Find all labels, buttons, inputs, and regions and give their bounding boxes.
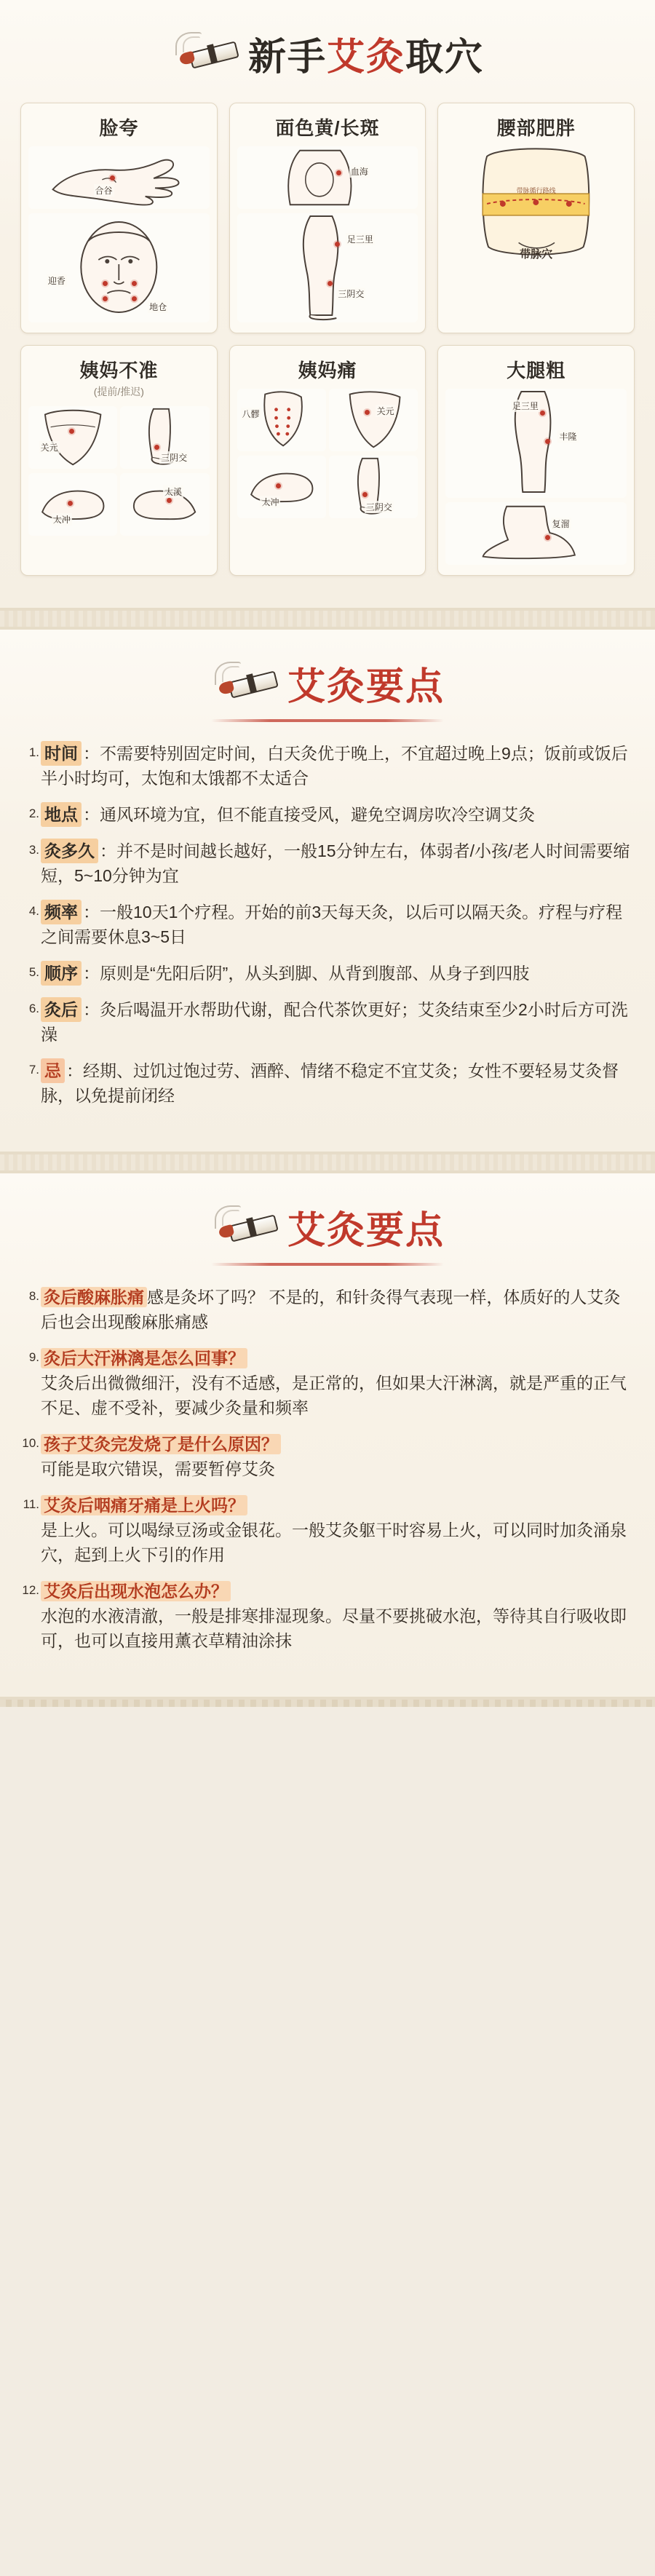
item-number: 3. (28, 843, 39, 857)
faq-answer: 艾灸后出微微细汗，没有不适感，是正常的，但如果大汗淋漓，就是严重的正气不足、虚不受补，要减少灸量和频率 (41, 1374, 627, 1417)
list-item (20, 1346, 635, 1420)
moxa-stick-icon (210, 660, 280, 707)
section2-title (287, 656, 445, 710)
item-number: 7. (28, 1063, 39, 1077)
item-number: 9. (28, 1350, 39, 1364)
section-key-points-2 (0, 1170, 655, 1700)
item-keyword: 灸后 (41, 997, 82, 1022)
section3-header (20, 1200, 635, 1254)
belt-path-note: 带脉循行路线 (516, 187, 556, 194)
item-text: ：经期、过饥过饱过劳、酒醉、情绪不稳定不宜艾灸；女性不要轻易艾灸督脉，以免提前闭经 (41, 1061, 619, 1105)
list-item (20, 839, 635, 888)
list-item (20, 802, 635, 827)
point-label-sanyinjiao-3: 三阴交 (365, 502, 392, 512)
item-number: 8. (28, 1289, 39, 1303)
point-label-guanyuan-2: 关元 (376, 406, 394, 417)
card-title: 大腿粗 (507, 360, 566, 381)
title-underline (211, 719, 444, 722)
section-acupoints (0, 0, 655, 611)
item-keyword: 时间 (41, 741, 82, 766)
card-face[interactable] (20, 103, 218, 333)
item-text: ：通风环境为宜，但不能直接受风，避免空调房吹冷空调艾灸 (83, 805, 535, 824)
section2-header (20, 656, 635, 710)
point-label-baliao: 八髎 (242, 408, 260, 419)
item-number: 1. (28, 745, 39, 759)
title-part-2: 取穴 (405, 36, 485, 79)
key-points-list (20, 741, 635, 1108)
abdomen-diagram (28, 406, 117, 469)
moxa-stick-icon (210, 1204, 280, 1251)
list-item (20, 1493, 635, 1567)
faq-answer: 水泡的水液清澈，一般是排寒排湿现象。尽量不要挑破水泡，等待其自行吸收即可，也可以直接用薰衣草精油涂抹 (41, 1606, 627, 1650)
sacrum-diagram (237, 389, 326, 451)
leg-diagram (237, 213, 418, 322)
card-dysmenorrhea[interactable] (229, 345, 426, 576)
item-text: ：不需要特别固定时间，白天灸优于晚上，不宜超过晚上9点；饭前或饭后半小时均可，太饱和太饿都不太适合 (41, 744, 628, 788)
point-label-guanyuan: 关元 (40, 443, 58, 453)
page-title (248, 26, 484, 81)
knee-diagram (237, 146, 418, 209)
point-label-taichong-2: 太冲 (261, 497, 279, 508)
foot-diagram-left (28, 473, 117, 536)
point-label-yingxiang: 迎香 (47, 276, 66, 286)
title-underline (211, 1263, 444, 1266)
section3-title (287, 1200, 445, 1254)
card-title: 姨妈不准 (79, 360, 159, 381)
list-item (20, 741, 635, 790)
title-part-highlight: 艾灸 (326, 36, 405, 79)
faq-answer: 不是的，和针灸得气表现一样，体质好的人艾灸后也会出现酸麻胀痛感 (41, 1288, 621, 1331)
item-number: 6. (28, 1002, 39, 1015)
faq-question-highlight: 灸后大汗淋漓是怎么回事？ (41, 1348, 247, 1368)
item-keyword: 顺序 (41, 961, 82, 986)
pelvis-diagram (329, 389, 418, 451)
point-label-sanyinjiao-2: 三阴交 (161, 452, 188, 463)
title-part-1: 新手 (247, 36, 327, 79)
list-item (20, 1579, 635, 1653)
faq-question-highlight: 灸后酸麻胀痛 (41, 1287, 147, 1307)
section1-header (20, 26, 635, 81)
item-keyword: 频率 (41, 900, 82, 924)
item-number: 4. (28, 904, 39, 918)
faq-question-tail: 感是灸坏了吗？ (147, 1288, 264, 1307)
list-item (20, 997, 635, 1047)
card-thigh[interactable] (437, 345, 635, 576)
faq-question-highlight: 孩子艾灸完发烧了是什么原因？ (41, 1434, 281, 1454)
item-keyword: 灸多久 (41, 839, 98, 863)
acupoint-card-grid (20, 103, 635, 576)
item-keyword: 地点 (41, 802, 82, 827)
list-item (20, 1058, 635, 1108)
item-text: ：原则是“先阳后阴”，从头到脚、从背到腹部、从身子到四肢 (83, 964, 530, 983)
card-title: 腰部肥胖 (496, 117, 576, 139)
card-title: 脸夸 (99, 117, 139, 139)
foot-diagram-taichong (237, 456, 326, 518)
faq-question-highlight: 艾灸后咽痛牙痛是上火吗？ (41, 1495, 247, 1515)
faq-question-highlight: 艾灸后出现水泡怎么办？ (41, 1581, 231, 1601)
point-label-fuliu: 复溜 (552, 518, 570, 529)
ankle-diagram (445, 502, 627, 565)
item-number: 10. (22, 1436, 39, 1450)
list-item (20, 961, 635, 986)
list-item (20, 900, 635, 949)
hand-diagram (28, 146, 210, 209)
card-title: 姨妈痛 (298, 360, 357, 381)
point-label-fenglong: 丰隆 (559, 432, 577, 442)
section3-title-text: 艾灸要点 (287, 1209, 445, 1253)
item-text: ：一般10天1个疗程。开始的前3天每天灸，以后可以隔天灸。疗程与疗程之间需要休息3~5日 (41, 903, 623, 946)
divider-band-1 (0, 611, 655, 627)
item-text: ：灸后喝温开水帮助代谢，配合代茶饮更好；艾灸结束至少2小时后方可洗澡 (41, 1000, 628, 1044)
point-label-hegu: 合谷 (95, 185, 113, 196)
section-key-points-1 (0, 627, 655, 1154)
card-irregular-period[interactable] (20, 345, 218, 576)
point-label-taixi: 太溪 (164, 487, 183, 498)
lower-leg-diagram (445, 389, 627, 498)
point-label-sanyinjiao: 三阴交 (338, 289, 365, 299)
item-number: 11. (23, 1497, 39, 1511)
card-title: 面色黄/长斑 (275, 117, 380, 139)
waist-diagram (445, 142, 627, 264)
point-label-zusanli: 足三里 (346, 234, 373, 245)
moxa-stick-icon (171, 31, 241, 77)
list-item (20, 1432, 635, 1481)
card-subtitle: (提前/推迟) (93, 386, 144, 397)
list-item (20, 1285, 635, 1334)
point-label-daimai: 带脉穴 (520, 248, 553, 261)
faq-answer: 是上火。可以喝绿豆汤或金银花。一般艾灸躯干时容易上火，可以同时加灸涌泉穴，起到上火下引的作用 (41, 1521, 627, 1564)
leg-diagram-2 (120, 406, 209, 469)
faq-list (20, 1285, 635, 1653)
face-diagram (28, 213, 210, 322)
bottom-edge (0, 1700, 655, 1707)
section2-title-text: 艾灸要点 (287, 665, 445, 709)
item-keyword: 忌 (41, 1058, 65, 1083)
point-label-dicang: 地仓 (149, 302, 167, 312)
card-complexion[interactable] (229, 103, 426, 333)
divider-band-2 (0, 1154, 655, 1170)
item-number: 12. (22, 1583, 39, 1597)
foot-diagram-right (120, 473, 209, 536)
point-label-xuehai: 血海 (350, 166, 368, 177)
point-label-taichong: 太冲 (52, 515, 71, 526)
item-text: ：并不是时间越长越好，一般15分钟左右，体弱者/小孩/老人时间需要缩短，5~10分钟为宜 (41, 841, 630, 885)
card-waist[interactable] (437, 103, 635, 333)
item-number: 2. (28, 807, 39, 820)
point-label-zusanli-2: 足三里 (512, 401, 539, 411)
item-number: 5. (28, 965, 39, 979)
leg-diagram-3 (329, 456, 418, 518)
faq-answer: 可能是取穴错误，需要暂停艾灸 (41, 1459, 275, 1478)
